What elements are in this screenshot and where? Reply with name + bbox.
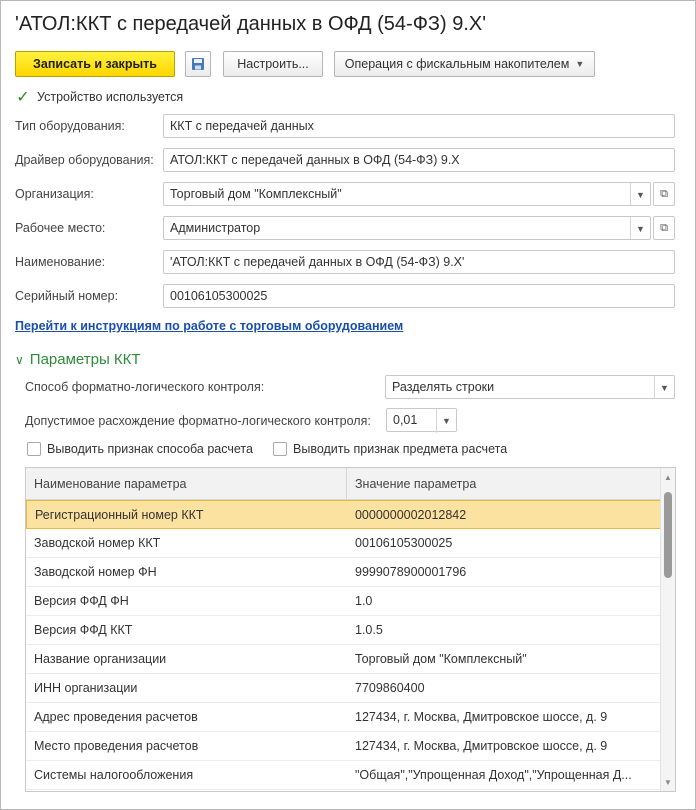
table-row[interactable] [26, 500, 662, 529]
column-header-name[interactable]: Наименование параметра [26, 468, 347, 500]
open-link-icon: ⧉ [660, 221, 668, 234]
flc-tolerance-dropdown-button[interactable]: ▼ [436, 409, 456, 433]
save-button[interactable] [185, 51, 211, 77]
table-row[interactable] [26, 558, 662, 587]
flc-tolerance-label: Допустимое расхождение форматно-логического контроля: [25, 414, 371, 428]
param-name-cell: Версия ФФД ККТ [34, 623, 133, 637]
name-input[interactable]: 'АТОЛ:ККТ с передачей данных в ОФД (54-ФЗ) 9.X' [163, 250, 675, 274]
device-used-label: Устройство используется [37, 90, 184, 104]
driver-label: Драйвер оборудования: [15, 153, 154, 167]
flc-method-value: Разделять строки [392, 380, 495, 394]
table-header [26, 468, 662, 500]
workplace-value: Администратор [170, 221, 261, 235]
save-and-close-button[interactable]: Записать и закрыть [15, 51, 175, 77]
serial-label: Серийный номер: [15, 289, 119, 303]
checkmark-icon: ✓ [16, 89, 30, 106]
chevron-down-icon: ∨ [15, 352, 24, 367]
flc-method-dropdown-button[interactable]: ▼ [654, 376, 674, 399]
fiscal-operation-menu-button[interactable] [334, 51, 595, 77]
param-value-cell: "Общая","Упрощенная Доход","Упрощенная Д... [355, 768, 632, 782]
param-name-cell: ИНН организации [34, 681, 138, 695]
flc-method-label: Способ форматно-логического контроля: [25, 380, 265, 394]
fiscal-operation-label: Операция с фискальным накопителем [344, 57, 570, 71]
param-name-cell: Заводской номер ФН [34, 565, 157, 579]
param-value-cell: 0000000002012842 [354, 507, 467, 522]
scrollbar-thumb[interactable] [664, 492, 672, 578]
serial-input[interactable]: 00106105300025 [163, 284, 675, 308]
table-row[interactable] [26, 529, 662, 558]
column-header-value[interactable]: Значение параметра [355, 477, 477, 491]
payment-method-checkbox-label: Выводить признак способа расчета [47, 442, 253, 456]
param-name-cell: Адрес проведения расчетов [34, 710, 198, 724]
flc-method-select[interactable] [385, 375, 675, 399]
subject-checkbox-label: Выводить признак предмета расчета [293, 442, 508, 456]
param-name-cell: Заводской номер ККТ [34, 536, 161, 550]
organization-value: Торговый дом "Комплексный" [170, 187, 342, 201]
param-name-cell: Название организации [34, 652, 167, 666]
param-value-cell: 7709860400 [355, 681, 425, 695]
workplace-open-button[interactable] [653, 216, 675, 240]
equipment-type-field: ККТ с передачей данных [163, 114, 675, 138]
checkbox-box[interactable] [27, 442, 41, 456]
organization-dropdown-button[interactable]: ▼ [630, 183, 650, 206]
scroll-down-icon[interactable]: ▼ [664, 777, 672, 787]
table-row[interactable] [26, 732, 662, 761]
param-value-cell: 127434, г. Москва, Дмитровское шоссе, д. 9 [355, 710, 608, 724]
kkt-params-section-header[interactable] [15, 351, 141, 368]
scroll-up-icon[interactable]: ▲ [664, 472, 672, 482]
workplace-dropdown-button[interactable]: ▼ [630, 217, 650, 240]
open-link-icon: ⧉ [660, 187, 668, 200]
param-value-cell: 127434, г. Москва, Дмитровское шоссе, д. 9 [355, 739, 608, 753]
device-used-checkbox[interactable] [15, 87, 183, 107]
table-row[interactable] [26, 674, 662, 703]
flc-tolerance-select[interactable] [386, 408, 457, 432]
kkt-params-table [25, 467, 676, 792]
equipment-type-label: Тип оборудования: [15, 119, 125, 133]
param-name-cell: Системы налогообложения [34, 768, 194, 782]
param-name-cell: Место проведения расчетов [34, 739, 199, 753]
table-row[interactable] [26, 761, 662, 790]
table-row[interactable] [26, 587, 662, 616]
param-value-cell: Торговый дом "Комплексный" [355, 652, 527, 666]
table-body [26, 500, 662, 790]
param-value-cell: 1.0.5 [355, 623, 383, 637]
flc-tolerance-value: 0,01 [393, 413, 418, 427]
param-name-cell: Версия ФФД ФН [34, 594, 129, 608]
driver-field: АТОЛ:ККТ с передачей данных в ОФД (54-ФЗ) 9.X [163, 148, 675, 172]
param-value-cell: 00106105300025 [355, 536, 453, 550]
table-row[interactable] [26, 616, 662, 645]
param-value-cell: 9999078900001796 [355, 565, 467, 579]
organization-open-button[interactable] [653, 182, 675, 206]
name-label: Наименование: [15, 255, 106, 269]
table-row[interactable] [26, 645, 662, 674]
subject-checkbox[interactable] [273, 442, 507, 456]
checkbox-box[interactable] [273, 442, 287, 456]
workplace-field[interactable] [163, 216, 651, 240]
page-title: 'АТОЛ:ККТ с передачей данных в ОФД (54-ФЗ) 9.X' [15, 13, 487, 35]
instructions-link[interactable]: Перейти к инструкциям по работе с торговым оборудованием [15, 319, 404, 333]
param-name-cell: Регистрационный номер ККТ [35, 507, 204, 522]
section-title: Параметры ККТ [29, 351, 141, 368]
workplace-label: Рабочее место: [15, 221, 106, 235]
table-row[interactable] [26, 703, 662, 732]
param-value-cell: 1.0 [355, 594, 373, 608]
payment-method-checkbox[interactable] [27, 442, 253, 456]
organization-field[interactable] [163, 182, 651, 206]
organization-label: Организация: [15, 187, 94, 201]
floppy-disk-icon [191, 57, 205, 71]
table-scrollbar[interactable] [660, 468, 675, 791]
settings-button[interactable]: Настроить... [223, 51, 323, 77]
chevron-down-icon: ▼ [575, 59, 585, 69]
